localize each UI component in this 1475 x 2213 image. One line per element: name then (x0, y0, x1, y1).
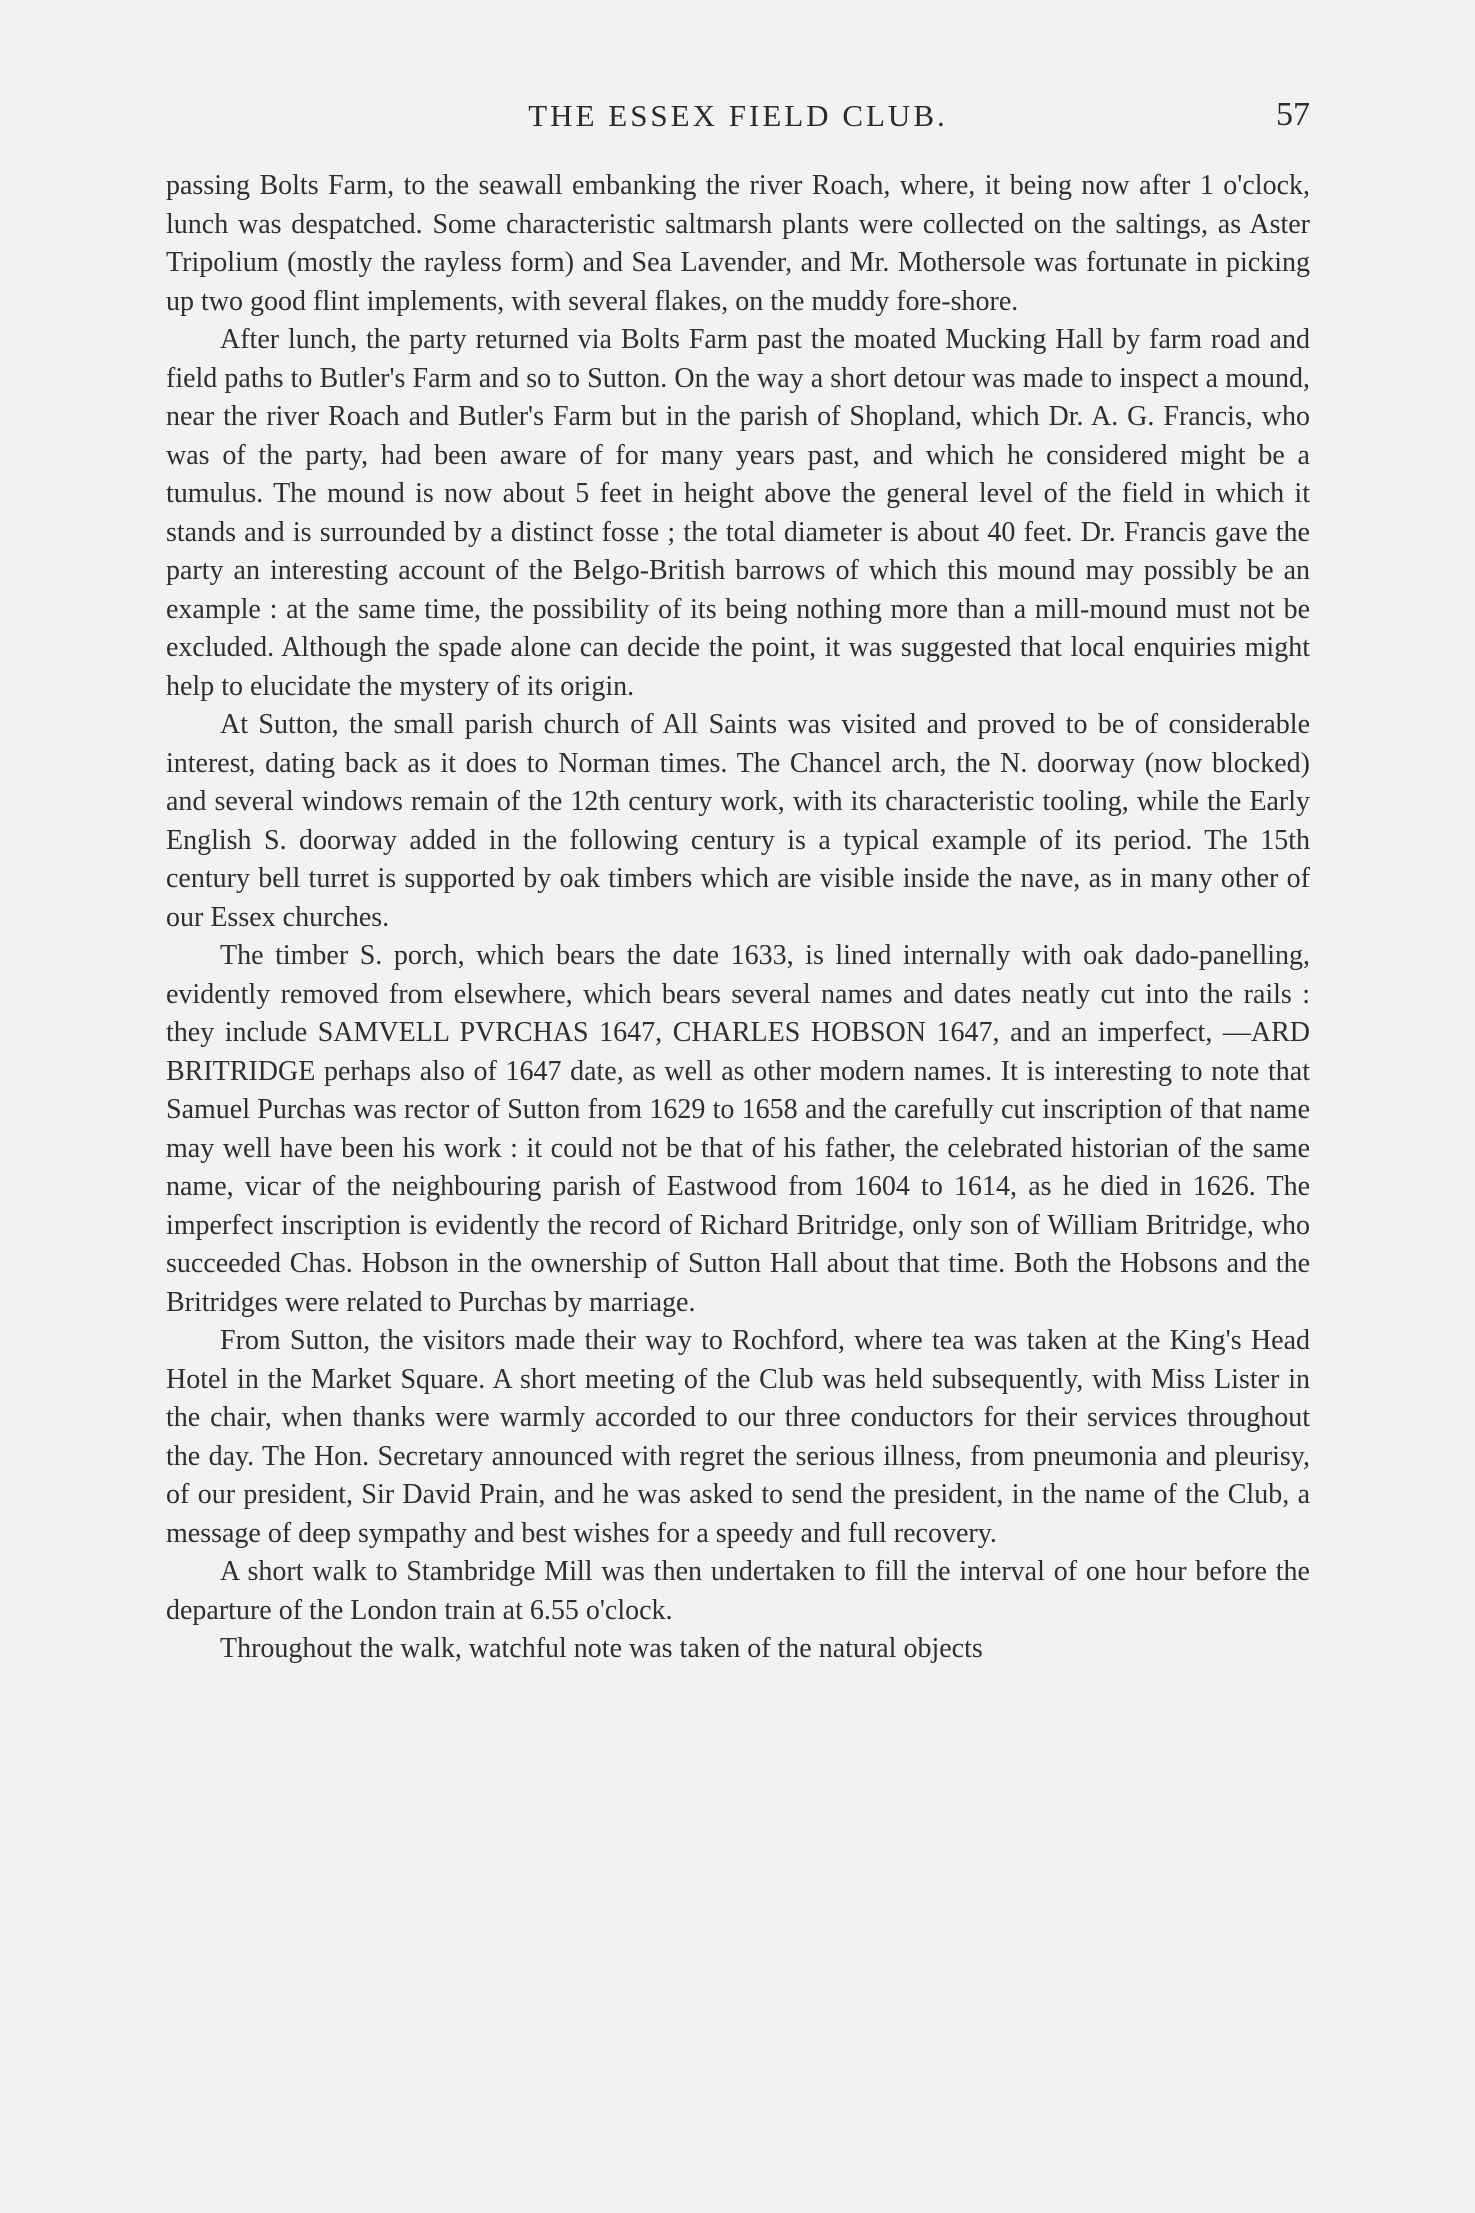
page-number: 57 (1276, 96, 1310, 133)
paragraph: At Sutton, the small parish church of All Saints was visited and proved to be of considerable interest, dating back as it does to Norman times. The Chancel arch, the N. doorway (now blocked) and several windows remain of the 12th century work, with its characteristic tooling, while the Early English S. doorway added in the following century is a typical example of its period. The 15th century bell turret is supported by oak timbers which are visible inside the nave, as in many other of our Essex churches. (166, 709, 1310, 933)
paragraph: From Sutton, the visitors made their way to Rochford, where tea was taken at the King's Head Hotel in the Market Square. A short meeting of the Club was held subsequently, with Miss Lister in the chair, when thanks were warmly accorded to our three conductors for their services throughout the day. The Hon. Secretary announced with regret the serious illness, from pneumonia and pleurisy, of our president, Sir David Prain, and he was asked to send the president, in the name of the Club, a message of deep sympathy and best wishes for a speedy and full recovery. (166, 1325, 1310, 1549)
paragraph: passing Bolts Farm, to the seawall embanking the river Roach, where, it being now after 1 o'clock, lunch was despatched. Some characteristic saltmarsh plants were collected on the saltings, as Aster Tripolium (mostly the rayless form) and Sea Lavender, and Mr. Mothersole was fortunate in picking up two good flint implements, with several flakes, on the muddy fore-shore. (166, 170, 1310, 317)
paragraph: After lunch, the party returned via Bolts Farm past the moated Mucking Hall by farm road and field paths to Butler's Farm and so to Sutton. On the way a short detour was made to inspect a mound, near the river Roach and Butler's Farm but in the parish of Shopland, which Dr. A. G. Francis, who was of the party, had been aware of for many years past, and which he considered might be a tumulus. The mound is now about 5 feet in height above the general level of the field in which it stands and is surrounded by a distinct fosse ; the total diameter is about 40 feet. Dr. Francis gave the party an interesting account of the Belgo-British barrows of which this mound may possibly be an example : at the same time, the possibility of its being nothing more than a mill-mound must not be excluded. Although the spade alone can decide the point, it was suggested that local enquiries might help to elucidate the mystery of its origin. (166, 324, 1310, 702)
paragraph: The timber S. porch, which bears the date 1633, is lined internally with oak dado-panelling, evidently removed from elsewhere, which bears several names and dates neatly cut into the rails : they include SAMVELL PVRCHAS 1647, CHARLES HOBSON 1647, and an imperfect, —ARD BRITRIDGE perhaps also of 1647 date, as well as other modern names. It is interesting to note that Samuel Purchas was rector of Sutton from 1629 to 1658 and the carefully cut inscription of that name may well have been his work : it could not be that of his father, the celebrated historian of the same name, vicar of the neighbouring parish of Eastwood from 1604 to 1614, as he died in 1626. The imperfect inscription is evidently the record of Richard Britridge, only son of William Britridge, who succeeded Chas. Hobson in the ownership of Sutton Hall about that time. Both the Hobsons and the Britridges were related to Purchas by marriage. (166, 940, 1310, 1318)
running-header (166, 92, 1310, 142)
paragraph: A short walk to Stambridge Mill was then undertaken to fill the interval of one hour before the departure of the London train at 6.55 o'clock. (166, 1556, 1310, 1626)
paragraph: Throughout the walk, watchful note was taken of the natural objects (220, 1633, 983, 1664)
header-title: THE ESSEX FIELD CLUB. (528, 98, 948, 133)
body-text (166, 167, 1310, 1669)
